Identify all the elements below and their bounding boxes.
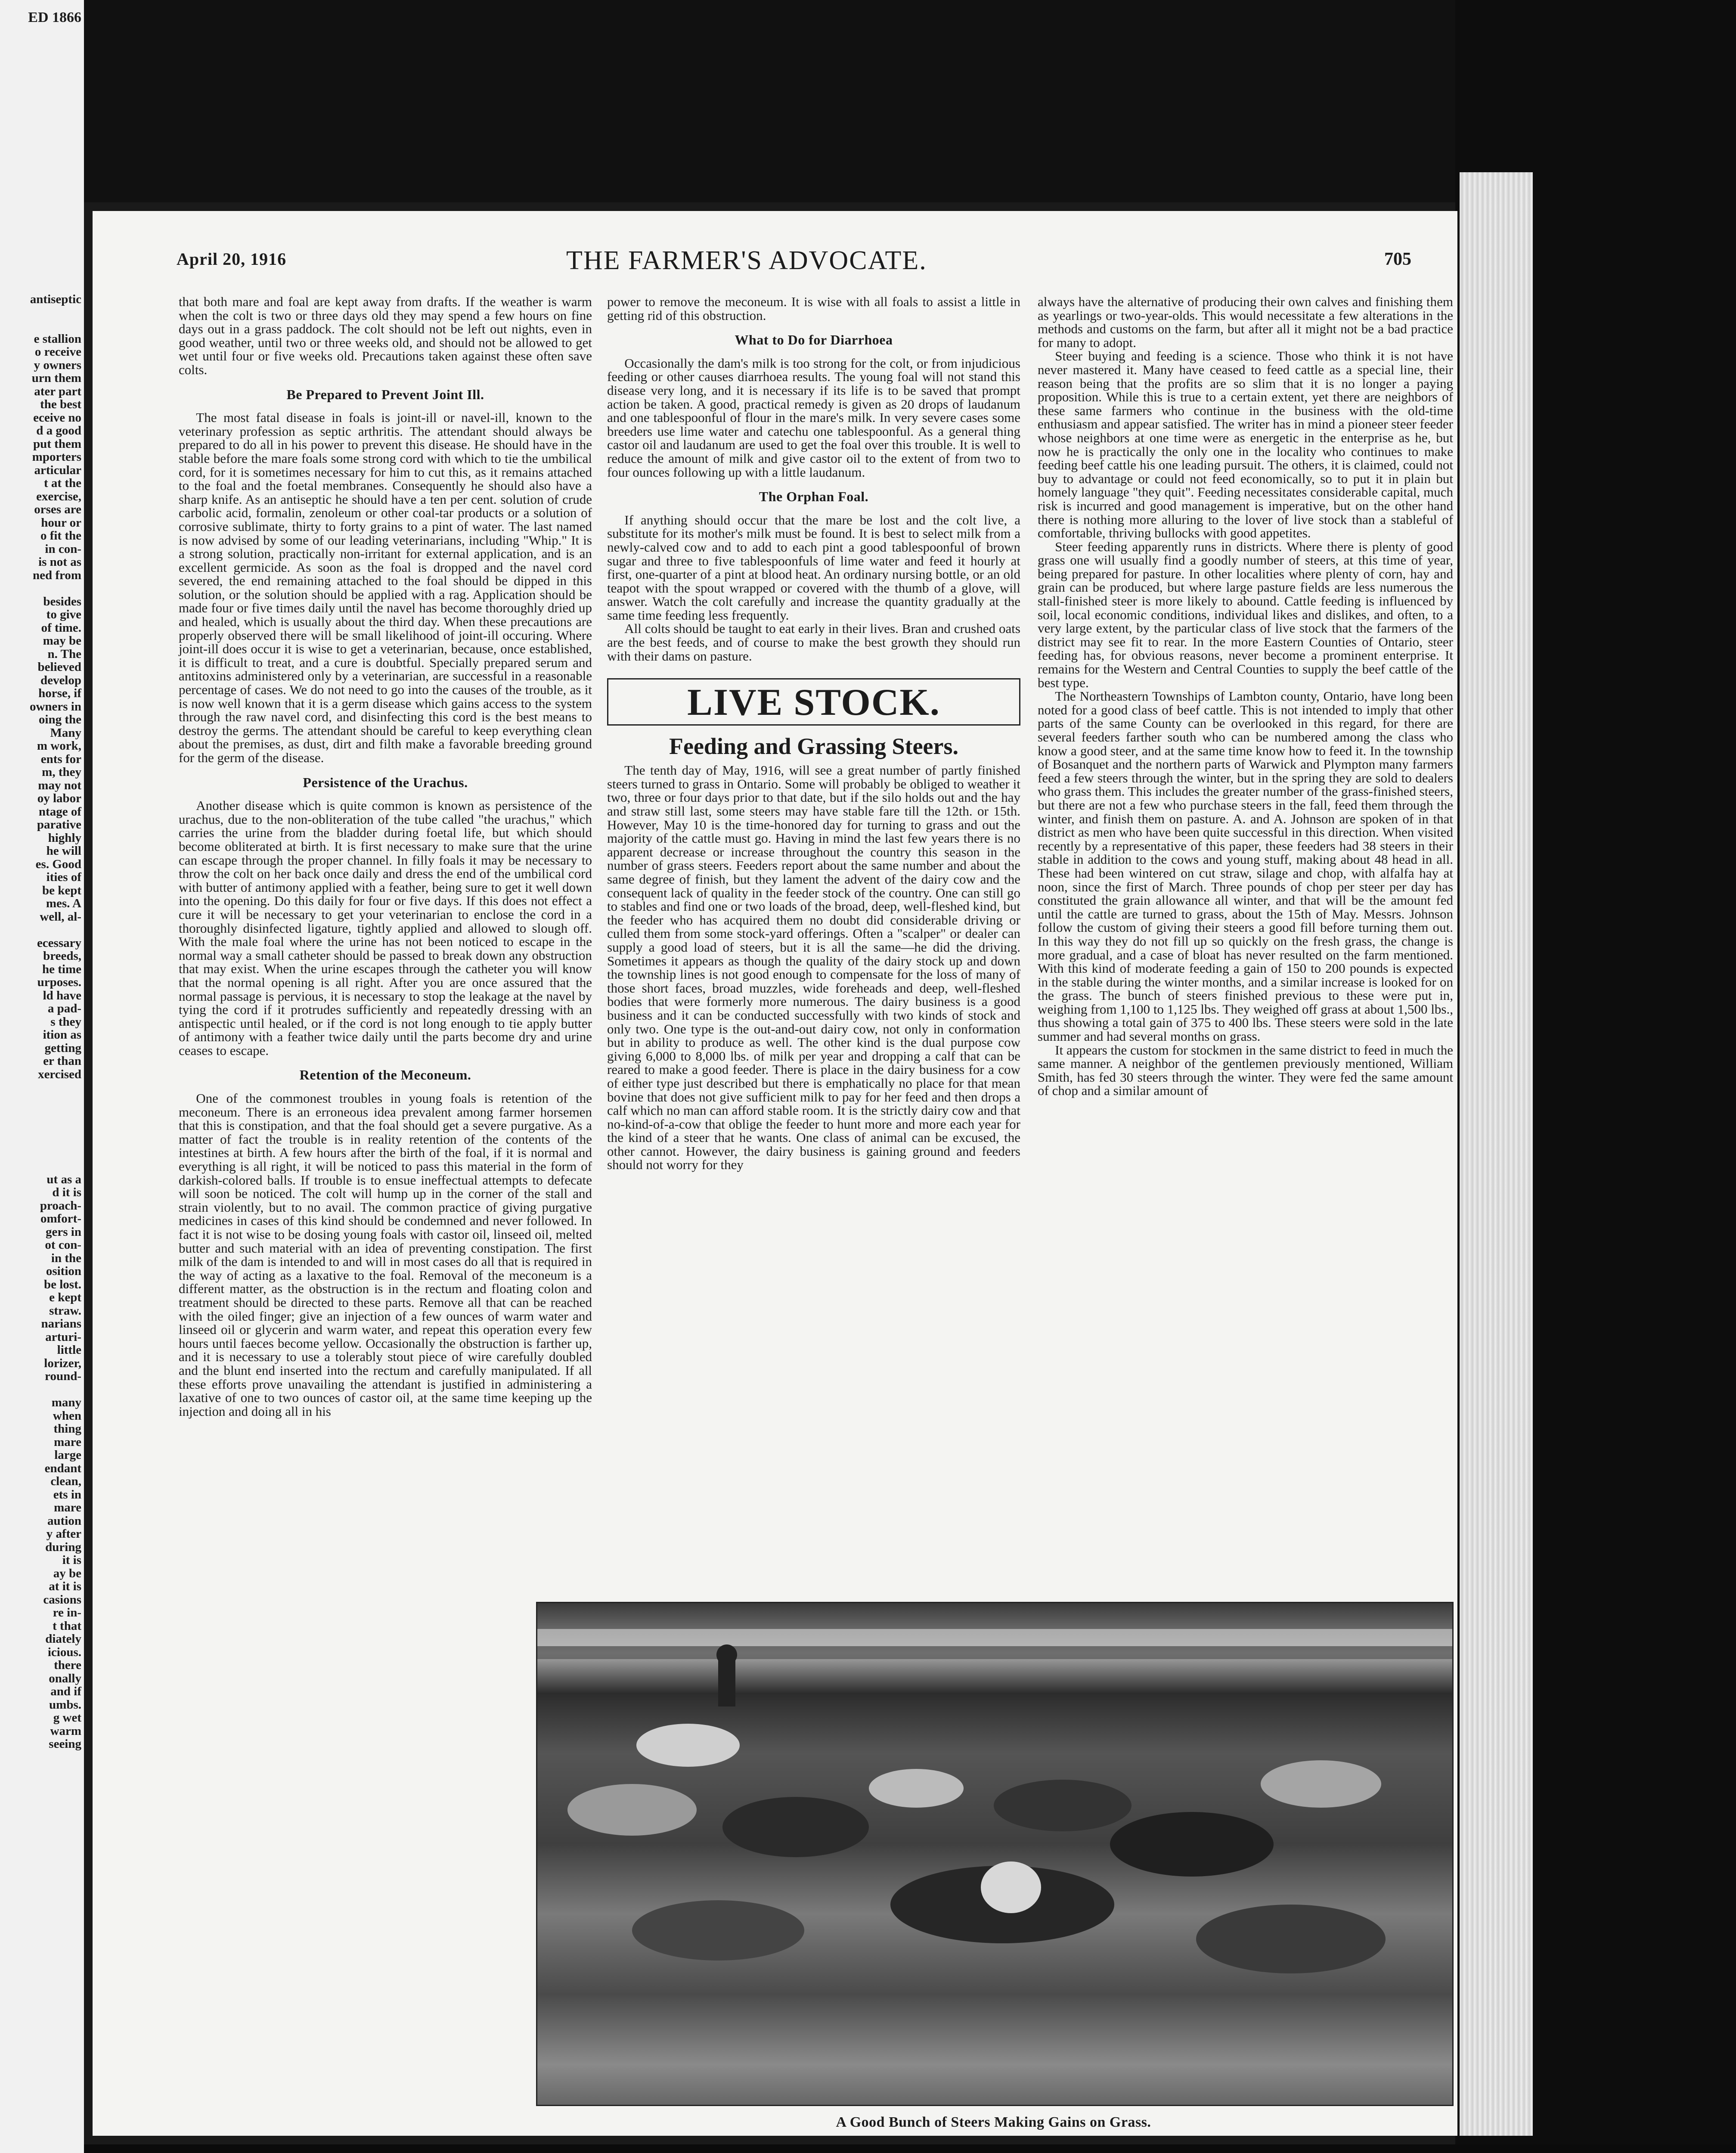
neighbor-text-line: ld have: [43, 988, 81, 1002]
neighbor-text-line: ets in: [53, 1487, 81, 1502]
paragraph: Occasionally the dam's milk is too strong for the colt, or from injudicious feeding or other causes diarrhoea results. The young foal will not stand this disease very long, and it is necessary if its life is to be saved that prompt action be taken. A good, practical remedy is given as 20 drops of laudanum and one tablespoonful of flour in the mare's milk. In very severe cases some breeders use lime water and catechu one tablespoonful. As a general thing castor oil and laudanum are used to get the foal over this trouble. It is well to reduce the amount of milk and give castor oil to the extent of from two to four ounces following up with a little laudanum.: [607, 355, 1020, 480]
neighbor-text-line: the best: [40, 397, 81, 411]
newspaper-page: [93, 211, 1457, 2136]
paragraph: Steer feeding apparently runs in districts. Where there is plenty of good grass one will usually find a goodly number of steers, at this time of year, being prepared for pasture. In other localities where plenty of corn, hay and grain can be produced, but where large pasture fields are less numerous the stall-finished steer is more likely to abound. Cattle feeding is influenced by soil, local economic conditions, individual likes and dislikes, and often, to a very large extent, by the particular class of live stock that the farmers of the district may see fit to rear. In the more Eastern Counties of Ontario, steer feeding has, for obvious reasons, never become a prominent enterprise. It remains for the Western and Central Counties to supply the beef cattle of the best type.: [1038, 539, 1453, 690]
neighbor-text-line: xercised: [38, 1067, 81, 1081]
neighbor-text-line: re in-: [53, 1606, 81, 1619]
neighbor-text-line: narians: [41, 1317, 81, 1331]
neighbor-text-line: when: [53, 1408, 81, 1423]
neighbor-text-line: be lost.: [44, 1277, 81, 1291]
neighbor-text-line: [0, 1081, 84, 1094]
paragraph: always have the alternative of producing their own calves and finishing them as yearlings or two-year-olds. This would necessitate a few alterations in the methods and customs on the farm, but after all it might not be a bad practice for many to adopt.: [1038, 294, 1453, 350]
neighbor-text-line: [0, 1133, 84, 1147]
neighbor-text-line: large: [54, 1448, 81, 1462]
neighbor-text-line: he time: [42, 962, 81, 976]
neighbor-text-line: oy labor: [37, 791, 81, 805]
neighbor-text-line: antiseptic: [30, 292, 81, 306]
neighbor-text-line: ot con-: [45, 1238, 81, 1252]
neighbor-text-line: breeds,: [43, 949, 81, 963]
neighbor-text-line: arturi-: [45, 1330, 81, 1344]
neighbor-text-line: warm: [50, 1724, 81, 1738]
book-page-edges: [1460, 172, 1533, 2136]
neighbor-text-line: [0, 1120, 84, 1134]
neighbor-text-line: [0, 1147, 84, 1160]
neighbor-text-line: put them: [33, 437, 81, 451]
neighbor-text-line: well, al-: [40, 909, 81, 924]
neighbor-text-line: t that: [53, 1619, 81, 1633]
neighbor-text-line: may not: [38, 778, 81, 792]
neighbor-text-line: oing the: [38, 713, 81, 726]
column-1: [179, 295, 592, 1418]
paragraph: Steer buying and feeding is a science. Those who think it is not have never mastered it. Many have ceased to feed cattle as a special line, their reason being that the profits are so slim that it is no longer a paying proposition. While this is true to a certain extent, yet there are neighbors of these same farmers who continue in the business with the old-time enthusiasm and appear satisfied. The writer has in mind a pioneer steer feeder whose neighbors at one time were as energetic in the enterprise as he, but now he is practically the only one in the locality who continues to make feeding beef cattle his one leading pursuit. The others, it is claimed, could not buy to advantage or could not feed economically, so to put it in plain but homely language "they quit". Feeding necessitates considerable capital, much risk is incurred and good management is imperative, but on the other hand there is nothing more alluring to the lover of live stock than a stableful of comfortable, thriving bullocks with good appetites.: [1038, 348, 1453, 541]
neighbor-text-line: articular: [34, 463, 81, 477]
paragraph: The most fatal disease in foals is joint-ill or navel-ill, known to the veterinary profession as septic arthritis. The attendant should always be prepared to do all in his power to prevent this disease. He should have in the stable before the mare foals some strong cord with which to tie the umbilical cord, for it is sometimes necessary for him to cut this, as it remains attached to the foal and the foetal membranes. Consequently he should also have a sharp knife. As an antiseptic he should have a ten per cent. solution of crude carbolic acid, formalin, zenoleum or other coal-tar products or a solution of corrosive sublimate, thirty to forty grains to a pint of water. The last named is now advised by some of our leading veterinarians, including "Whip." It is a strong solution, practically non-irritant for external application, and is an excellent germicide. As soon as the foal is dropped and the navel cord severed, the end remaining attached to the foal should be dipped in this solution, or the solution should be applied with a rag. Application should be made four or five times daily until the navel has become thoroughly dried up and healed, which is usually about the third day. When these precautions are properly observed there will be small likelihood of joint-ill occuring. Where joint-ill does occur it is wise to get a veterinarian, because, once established, it is difficult to treat, and a cure is doubtful. Specially prepared serum and antitoxins administered only by a veterinarian, are successful in a reasonable percentage of cases. We do not need to go into the causes of the trouble, as it is now well known that it is a germ disease which gains access to the system through the raw navel cord, and disinfecting this cord is the best means to destroy the germs. The attendant should be careful to keep everything clean about the premises, as dust, dirt and filth make a favorable breeding ground for the germ of the disease.: [179, 410, 592, 765]
neighbor-text-line: ities of: [46, 870, 81, 884]
section-heading: What to Do for Diarrhoea: [735, 332, 893, 348]
neighbor-text-line: exercise,: [36, 489, 81, 503]
neighbor-text-line: to give: [46, 608, 81, 621]
neighbor-text-line: s they: [50, 1014, 81, 1029]
issue-date: April 20, 1916: [177, 249, 287, 269]
neighbor-text-line: ition as: [43, 1028, 81, 1042]
neighbor-text-line: e stallion: [34, 332, 81, 346]
neighbor-text-line: o receive: [34, 345, 81, 359]
neighbor-text-line: highly: [48, 831, 81, 845]
neighbor-text-line: m, they: [42, 765, 81, 779]
steers-on-grass-photo: [536, 1602, 1454, 2106]
photo-illustration: [537, 1603, 1452, 2105]
neighbor-text-line: urposes.: [37, 975, 81, 989]
neighbor-text-line: lorizer,: [44, 1356, 81, 1370]
neighbor-text-line: endant: [44, 1461, 81, 1475]
neighbor-text-line: [0, 1383, 84, 1396]
neighbor-text-line: during: [45, 1540, 81, 1554]
neighbor-text-line: es. Good: [35, 857, 81, 871]
paragraph: All colts should be taught to eat early in their lives. Bran and crushed oats are the best feeds, and of course to make the best growth they should run with their dams on pasture.: [607, 621, 1020, 664]
neighbor-text-line: o fit the: [40, 529, 81, 543]
section-heading: The Orphan Foal.: [759, 489, 869, 505]
paragraph: It appears the custom for stockmen in the same district to feed in much the same manner. A neighbor of the gentlemen previously mentioned, William Smith, has fed 30 steers through the winter. They were fed the same amount of chop and a similar amount of: [1038, 1042, 1453, 1098]
neighbor-text-line: ut as a: [46, 1172, 81, 1186]
neighbor-text-line: little: [57, 1343, 81, 1357]
neighbor-text-line: mes. A: [46, 897, 81, 910]
neighbor-text-line: eceive no: [33, 410, 81, 425]
neighbor-text-line: ay be: [53, 1566, 81, 1580]
scan-background-bottom: [0, 2144, 1736, 2153]
neighbor-text-line: is not as: [38, 555, 81, 569]
neighbor-text-line: at it is: [49, 1579, 81, 1593]
neighbor-text-line: icious.: [47, 1645, 81, 1659]
section-heading: Retention of the Meconeum.: [299, 1067, 471, 1083]
neighbor-text-line: clean,: [50, 1474, 81, 1488]
section-heading: Be Prepared to Prevent Joint Ill.: [286, 386, 484, 402]
neighbor-text-line: ents for: [40, 752, 81, 766]
neighbor-text-line: [0, 1107, 84, 1120]
neighbor-text-line: straw.: [49, 1303, 81, 1318]
neighbor-page-lines: [0, 293, 84, 1751]
page-number: 705: [1384, 249, 1411, 269]
neighbor-text-line: mare: [54, 1501, 81, 1514]
neighbor-text-line: [0, 306, 84, 320]
paragraph: One of the commonest troubles in young foals is retention of the meconeum. There is an erroneous idea prevalent among farmer horsemen that this is constipation, and that the foal should get a severe purgative. As a matter of fact the trouble is in reality retention of the contents of the intestines at birth. A few hours after the birth of the foal, if it is normal and everything is all right, it will be noticed to pass this material in the form of darkish-colored balls. If trouble is to ensue ineffectual attempts to defecate will soon be noticed. The colt will hump up in the corner of the stall and strain violently, but to no avail. The common practice of giving purgative medicines in cases of this kind should be condemned and never followed. In fact it is not wise to be dosing young foals with castor oil, linseed oil, melted butter and such material with an idea of preventing constipation. The first milk of the dam is intended to and will in most cases do all that is required in the way of acting as a laxative to the foal. Removal of the meconeum is a different matter, as the obstruction is in the rectum and floating colon and treatment should be directed to these parts. Remove all that can be reached with the oiled finger; give an injection of a few ounces of warm water and linseed oil or glycerin and warm water, and repeat this operation every few hours until faeces become yellow. Occasionally the obstruction is farther up, and it is necessary to use a tolerably stout piece of wire carefully doubled and the blunt end inserted into the rectum and carefully manipulated. If all these efforts prove unavailing the attendant is justified in administering a laxative of one to two ounces of castor oil, at the same time keeping up the injection and doing all in his: [179, 1091, 592, 1419]
neighbor-text-line: e kept: [49, 1291, 81, 1304]
neighbor-text-line: d it is: [52, 1185, 81, 1199]
neighbor-text-line: in con-: [45, 542, 81, 556]
neighbor-page-header: ED 1866: [28, 9, 81, 25]
paragraph: The tenth day of May, 1916, will see a great number of partly finished steers turned to grass in Ontario. Some will probably be obliged to weather it two, three or four days prior to that date, but if the silo holds out and the hay and straw still last, some steers may have stable fare till the 12th. or 15th. However, May 10 is the time-honored day for turning to grass and out the majority of the cattle must go. Having in mind the last few years there is no apparent decrease or increase throughout the country this season in the number of grass steers. Feeders report about the same number and about the same degree of finish, but they lament the advent of the dairy cow and the consequent lack of quality in the feeder stock of the country. One can still go to stables and find one or two loads of the broad, deep, well-fleshed kind, but the feeder who has acquired them no doubt did considerable driving or culled them from some stock-yard offerings. Often a "scalper" or dealer can supply a good load of steers, but it is all the same—he did the driving. Sometimes it appears as though the quality of the dairy stock up and down the township lines is not good enough to compensate for the loss of many of those short faces, broad muzzles, wide foreheads and deep, well-fleshed bodies that were formerly more numerous. The dairy business is a good business and it can be conducted successfully with two kinds of stock and only two. One type is the out-and-out dairy cow, not only in conformation but in ability to produce as well. The other kind is the dual purpose cow giving 6,000 to 8,000 lbs. of milk per year and dropping a calf that can be reared to make a good feeder. There is place in the dairy business for a cow of either type just described but there is emphatically no place for that mean bovine that does not give sufficient milk to pay for her feed and then drops a calf which no man can afford stable room. It is the strictly dairy cow and that no-kind-of-a-cow that oblige the feeder to hunt more and more each year for the kind of a steer that he wants. One class of animal can be excused, the other cannot. However, the dairy business is gaining ground and feeders should not worry for they: [607, 763, 1020, 1173]
neighbor-text-line: casions: [43, 1592, 81, 1607]
neighbor-text-line: ecessary: [37, 936, 81, 950]
neighbor-text-line: seeing: [49, 1737, 81, 1751]
neighbor-text-line: develop: [40, 673, 81, 687]
neighbor-text-line: m work,: [37, 739, 81, 753]
neighbor-text-line: [0, 1160, 84, 1173]
page-header: [93, 245, 1457, 276]
neighbor-text-line: believed: [37, 660, 81, 674]
neighbor-text-line: be kept: [42, 883, 81, 897]
neighbor-text-line: getting: [44, 1041, 81, 1055]
neighbor-text-line: [0, 923, 84, 937]
neighbor-text-line: it is: [62, 1553, 81, 1567]
neighbor-text-line: ned from: [32, 568, 81, 582]
neighbor-text-line: of time.: [41, 620, 81, 635]
neighbor-text-line: ater part: [34, 384, 81, 398]
neighbor-text-line: er than: [43, 1054, 81, 1068]
neighbor-text-line: ntage of: [38, 804, 81, 819]
neighbor-text-line: horse, if: [38, 686, 81, 700]
neighbor-text-line: y owners: [34, 358, 81, 372]
neighbor-text-line: he will: [46, 844, 81, 858]
neighbor-text-line: round-: [45, 1369, 81, 1383]
neighbor-text-line: owners in: [29, 699, 81, 714]
neighbor-text-line: umbs.: [49, 1697, 81, 1712]
neighbor-text-line: mare: [54, 1435, 81, 1449]
neighbor-text-line: d a good: [36, 424, 81, 437]
neighbor-text-line: [0, 582, 84, 595]
neighbor-text-line: gers in: [46, 1225, 81, 1239]
neighbor-text-line: in the: [51, 1251, 81, 1265]
neighbor-text-line: y after: [46, 1527, 81, 1541]
neighbor-page-fragment: [0, 0, 84, 2153]
neighbor-text-line: parative: [37, 818, 81, 831]
neighbor-text-line: [0, 1094, 84, 1108]
paragraph: that both mare and foal are kept away from drafts. If the weather is warm when the colt is two or three days old they may spend a few hours on fine days out in a grass paddock. The colt should not be left out nights, even in good weather, until two or three weeks old, and should not be allowed to get wet until four or five weeks old. Precautions taken against these often save colts.: [179, 294, 592, 377]
neighbor-text-line: omfort-: [40, 1212, 81, 1225]
neighbor-text-line: besides: [43, 594, 81, 608]
neighbor-text-line: aution: [47, 1514, 81, 1528]
neighbor-text-line: n. The: [47, 647, 81, 661]
neighbor-text-line: osition: [46, 1264, 81, 1278]
neighbor-text-line: [0, 319, 84, 332]
photo-caption: A Good Bunch of Steers Making Gains on Grass.: [836, 2114, 1151, 2130]
neighbor-text-line: orses are: [34, 503, 81, 516]
neighbor-text-line: may be: [43, 634, 81, 648]
column-3: [1038, 295, 1453, 1098]
neighbor-text-line: hour or: [41, 515, 81, 530]
neighbor-text-line: proach-: [40, 1198, 81, 1213]
paragraph: The Northeastern Townships of Lambton county, Ontario, have long been noted for a good class of beef cattle. This is not intended to imply that other parts of the same County can be overlooked in this regard, for there are several feeders farther south who can be numbered among the class who know a good steer, and at the same time know how to feed it. In the township of Bosanquet and the northern parts of Warwick and Plympton many farmers feed a few steers through the winter, but in the spring they are sold to dealers who grass them. This includes the greater number of the grass-finished steers, but there are not a few who purchase steers in the fall, feed them through the winter, and finish them on pasture. A. and A. Johnson are spoken of in that district as men who have been quite successful in this direction. When visited recently by a representative of this paper, these feeders had 38 steers in their stable in addition to the cows and young stuff, making about 48 head in all. These had been wintered on cut straw, silage and chop, with alfalfa hay at noon, since the first of March. Three pounds of chop per steer per day has constituted the grain allowance all winter, and that will be the amount fed until the cattle are turned to grass, about the 15th of May. Messrs. Johnson follow the custom of giving their steers a good fill before turning them out. In this way they do not fill up so quickly on the fresh grass, the change is more gradual, and a case of bloat has never resulted on the farm mentioned. With this kind of moderate feeding a gain of 150 to 200 pounds is expected in the stable during the winter months, and a similar increase is looked for on the grass. The bunch of steers finished previous to these were put in, weighing from 1,100 to 1,125 lbs. They weighed off grass at about 1,500 lbs., thus showing a total gain of 375 to 400 lbs. These steers were sold in the late summer and had several months on grass.: [1038, 689, 1453, 1044]
paragraph: power to remove the meconeum. It is wise with all foals to assist a little in getting rid of this obstruction.: [607, 294, 1020, 323]
neighbor-text-line: a pad-: [47, 1002, 81, 1015]
neighbor-text-line: there: [54, 1658, 81, 1672]
neighbor-text-line: t at the: [44, 476, 81, 490]
neighbor-text-line: g wet: [53, 1711, 81, 1725]
publication-title: THE FARMER'S ADVOCATE.: [566, 246, 927, 275]
neighbor-text-line: onally: [49, 1671, 81, 1685]
section-heading: Persistence of the Urachus.: [303, 774, 468, 790]
neighbor-text-line: urn them: [31, 371, 81, 385]
paragraph: Another disease which is quite common is known as persistence of the urachus, due to the non-obliteration of the tube called "the urachus," which carries the urine from the bladder during foetal life, but which should become obliterated at birth. It is first necessary to make sure that the urine can escape through the proper channel. In filly foals it may be necessary to throw the colt on her back once daily and dress the end of the umbilical cord with butter of antimony applied with a feather, being sure to get it well down into the opening. Do this daily for four or five days. If this does not effect a cure it will be necessary to get your veterinarian to enclose the cord in a thoroughly disinfected ligature, tightly applied and allowed to slough off. With the male foal where the urine has not been noticed to escape in the normal way a small catheter should be passed to break down any obstruction that may exist. When the urine escapes through the catheter you will know that the normal opening is all right. After you are once assured that the normal passage is pervious, it is necessary to stop the leakage at the navel by tying the cord if it protrudes sufficiently and repeatedly dressing with an antispectic until healed, or if the cord is not long enough to tie apply butter of antimony with a feather twice daily until the parts become dry and urine ceases to escape.: [179, 798, 592, 1058]
neighbor-text-line: Many: [50, 726, 81, 740]
neighbor-text-line: thing: [53, 1422, 81, 1436]
neighbor-text-line: mporters: [32, 450, 81, 464]
neighbor-text-line: diately: [45, 1632, 81, 1646]
neighbor-text-line: and if: [50, 1685, 81, 1698]
paragraph: If anything should occur that the mare be lost and the colt live, a substitute for its mother's milk must be found. It is best to select milk from a newly-calved cow and to add to each pint a good tablespoonful of brown sugar and three to five tablespoonfuls of lime water and feed it hourly at first, one-quarter of a pint at blood heat. An ordinary nursing bottle, or an old teapot with the spout wrapped or covered with the thumb of a glove, will answer. Watch the colt carefully and increase the quantity gradually at the same time feeding less frequently.: [607, 512, 1020, 623]
neighbor-text-line: many: [51, 1396, 81, 1409]
column-2: [607, 295, 1020, 1172]
article-headline: Feeding and Grassing Steers.: [669, 733, 959, 760]
live-stock-section-banner: LIVE STOCK.: [607, 678, 1020, 726]
